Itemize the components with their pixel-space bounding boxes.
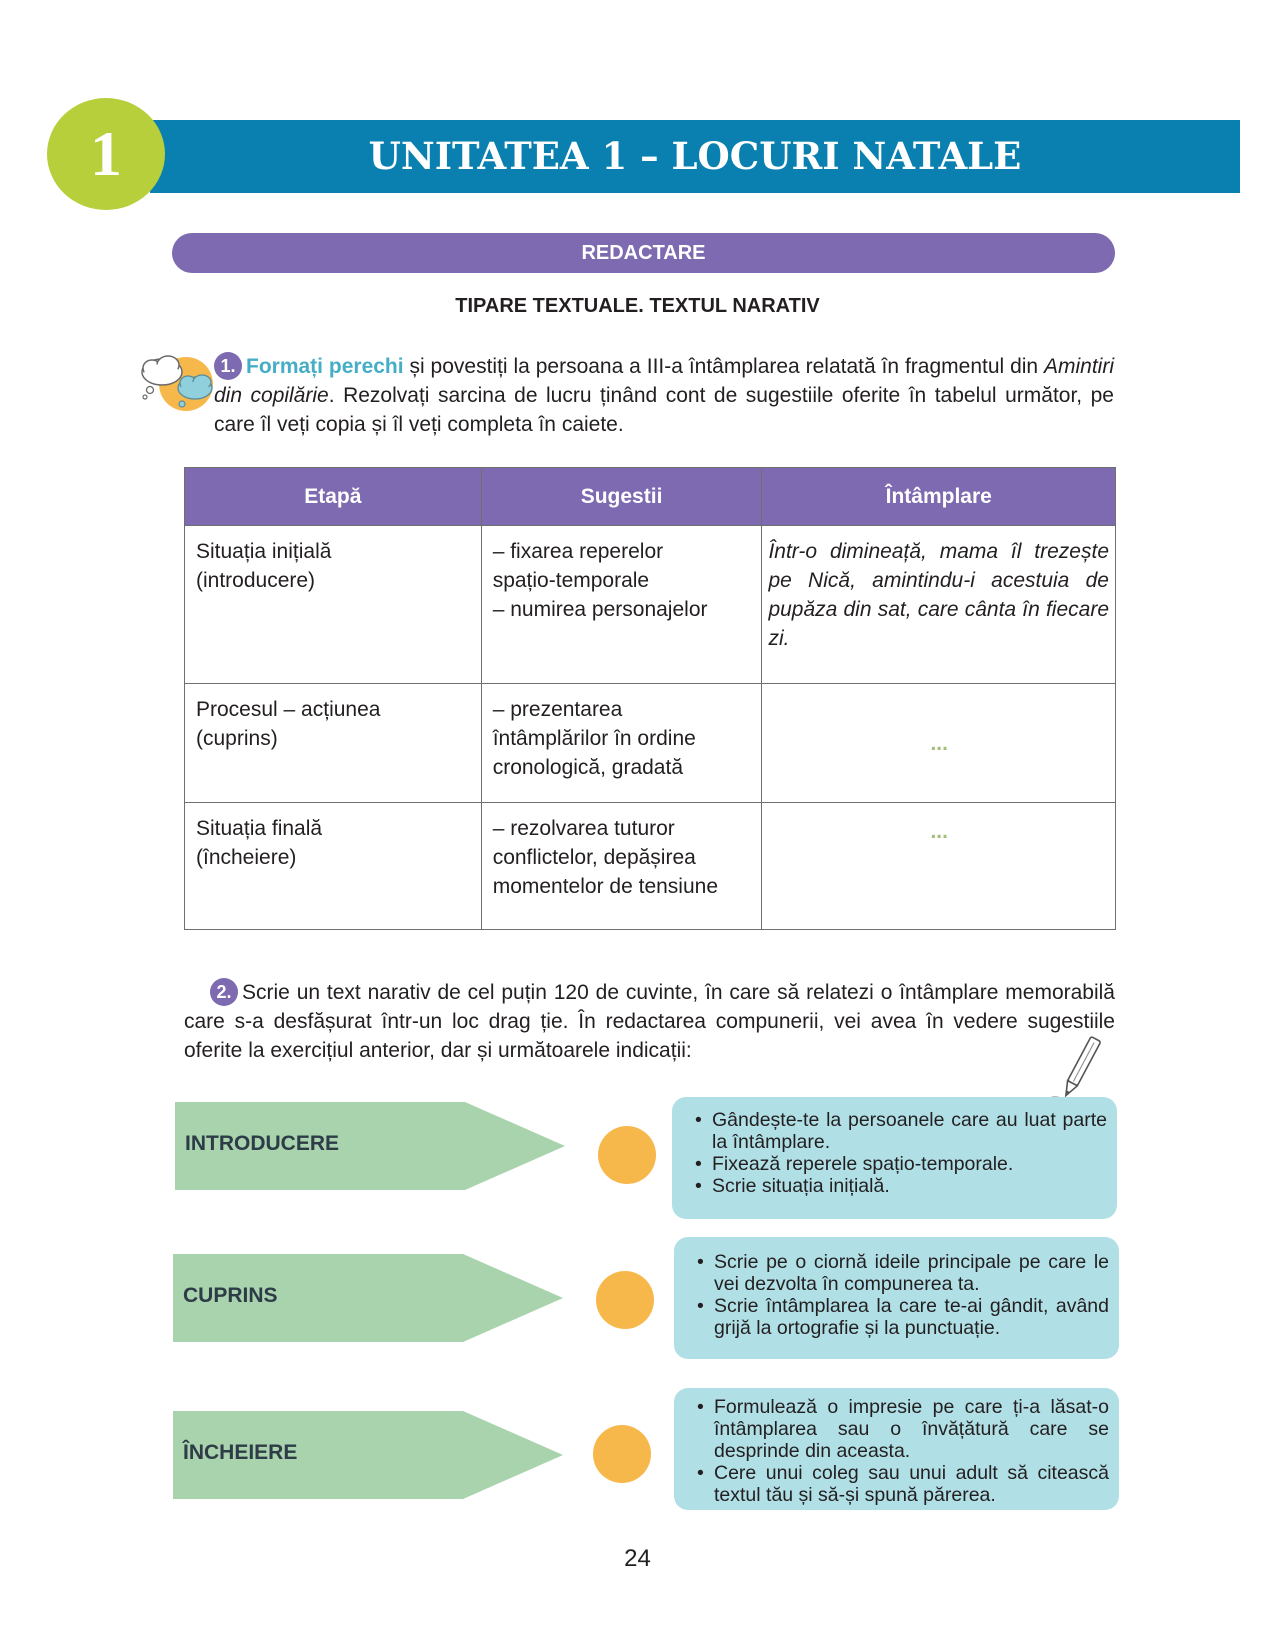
stage-cell: Procesul – acțiunea (cuprins) — [185, 684, 482, 803]
tip-item: • Scrie pe o ciornă ideile principale pe care le vei dezvolta în compunerea ta. — [674, 1251, 1109, 1295]
narrative-stages-table — [184, 467, 1116, 930]
tip-item: • Scrie situația inițială. — [672, 1175, 1107, 1197]
exercise-1-text-a: și povestiți la persoana a III-a întâmplarea relatată în fragmentul din — [403, 355, 1044, 378]
unit-number-badge: 1 — [47, 98, 165, 210]
exercise-2-text: Scrie un text narativ de cel puțin 120 de cuvinte, în care să relatezi o întâmplare memorabilă care s-a desfășurat într-un loc drag ție. În redactarea compunerii, vei avea în vedere sugestiile oferite la exercițiul anterior, dar și următoarele indicații: — [184, 981, 1115, 1062]
exercise-2-number: 2. — [210, 978, 238, 1006]
step-label-incheiere: ÎNCHEIERE — [183, 1441, 298, 1464]
book-title: Amintiri din copilărie — [214, 355, 1114, 407]
stage-cell: Situația inițială (introducere) — [185, 526, 482, 684]
unit-title: UNITATEA 1 – LOCURI NATALE — [368, 134, 1022, 178]
table-row — [185, 803, 1116, 930]
tip-item: • Gândește-te la persoanele care au luat parte la întâmplare. — [672, 1109, 1107, 1153]
pencil-icon — [1045, 1033, 1115, 1103]
section-label: REDACTARE — [172, 233, 1115, 273]
event-cell: Într-o dimineață, mama îl trezește pe Nică, amintindu-i acestuia de pupăza din sat, care cânta în fiecare zi. — [762, 526, 1116, 684]
table-header-stage: Etapă — [185, 468, 482, 526]
page-number: 24 — [624, 1545, 651, 1572]
suggestions-cell: – fixarea reperelor spațio-temporale – numirea personajelor — [481, 526, 762, 684]
exercise-1 — [214, 352, 1114, 439]
step-dot — [593, 1425, 651, 1483]
suggestions-cell: – rezolvarea tuturor conflictelor, depășirea momentelor de tensiune — [481, 803, 762, 930]
table-row — [185, 526, 1116, 684]
step-label-cuprins: CUPRINS — [183, 1284, 278, 1307]
table-row — [185, 684, 1116, 803]
step-label-introducere: INTRODUCERE — [185, 1132, 340, 1155]
tip-item: • Fixează reperele spațio-temporale. — [672, 1153, 1107, 1175]
event-cell-empty: ... — [762, 803, 1116, 930]
unit-header-bar — [150, 120, 1240, 193]
step-dot — [596, 1271, 654, 1329]
section-subtitle: TIPARE TEXTUALE. TEXTUL NARATIV — [455, 295, 820, 317]
tip-item: • Scrie întâmplarea la care te-ai gândit, având grijă la ortografie și la punctuație. — [674, 1295, 1109, 1339]
tips-box-introducere — [672, 1097, 1117, 1219]
tip-item: • Cere unui coleg sau unui adult să citească textul tău și să-și spună părerea. — [674, 1462, 1109, 1506]
tips-box-cuprins — [674, 1237, 1119, 1359]
tip-item: • Formulează o impresie pe care ți-a lăsat-o întâmplarea sau o învățătură care se desprinde din aceasta. — [674, 1396, 1109, 1462]
pair-discussion-icon — [138, 352, 220, 418]
exercise-1-highlight: Formați perechi — [246, 355, 404, 378]
stage-cell: Situația finală (încheiere) — [185, 803, 482, 930]
step-dot — [598, 1126, 656, 1184]
exercise-2 — [184, 978, 1115, 1065]
table-header-suggestions: Sugestii — [481, 468, 762, 526]
exercise-1-number: 1. — [214, 352, 242, 380]
table-header-row — [185, 468, 1116, 526]
exercise-1-text-b: . Rezolvați sarcina de lucru ținând cont de sugestiile oferite în tabelul următor, pe care îl veți copia și îl veți completa în caiete. — [214, 384, 1114, 436]
suggestions-cell: – prezentarea întâmplărilor în ordine cronologică, gradată — [481, 684, 762, 803]
tips-box-incheiere — [674, 1388, 1119, 1510]
table-header-event: Întâmplare — [762, 468, 1116, 526]
event-cell-empty: ... — [762, 684, 1116, 803]
